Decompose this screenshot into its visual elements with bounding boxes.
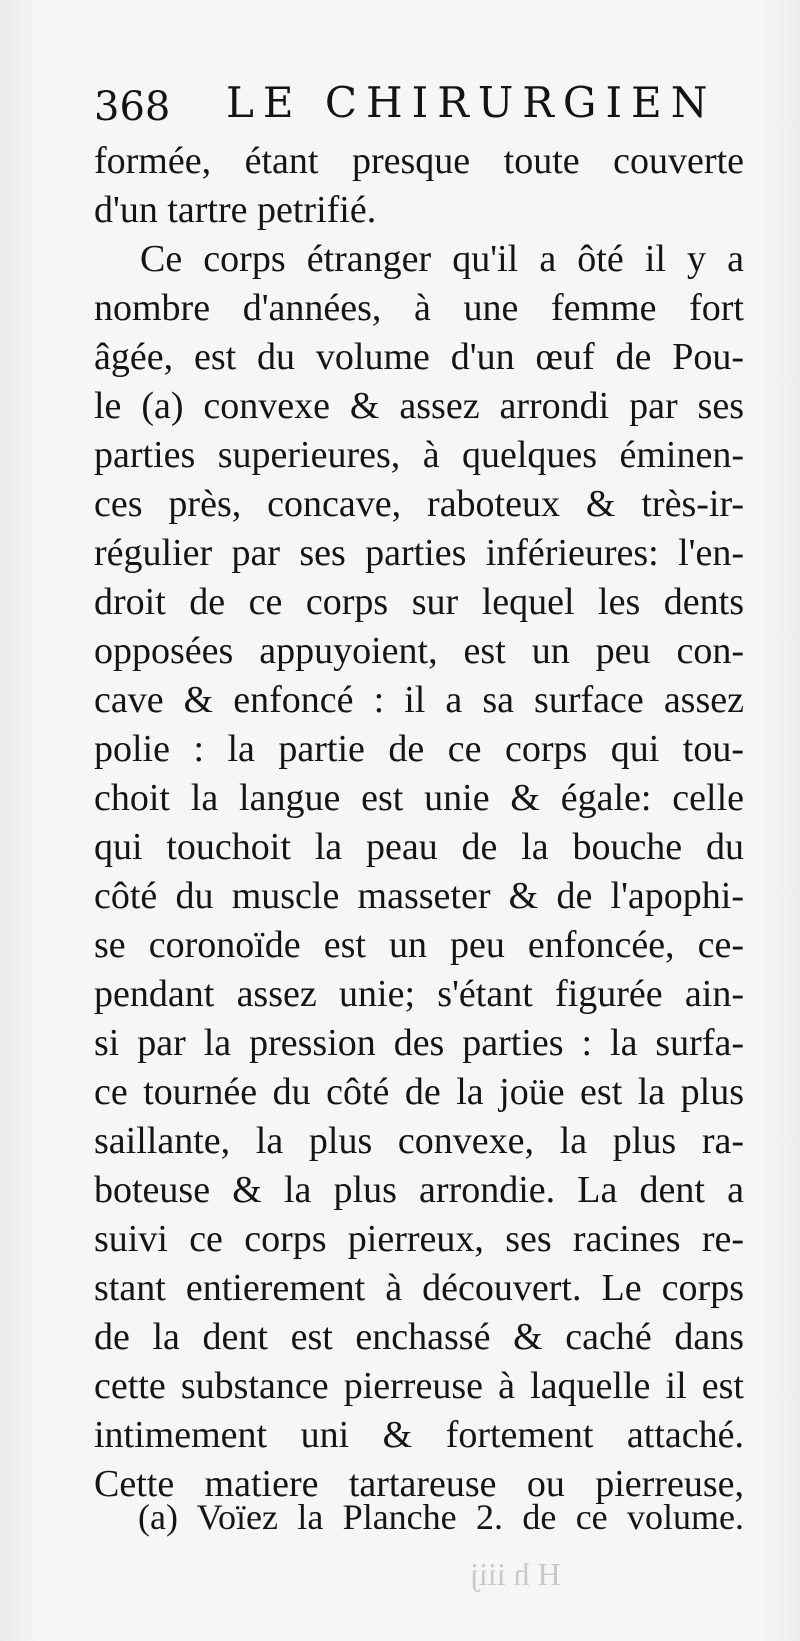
text-line: âgée, est du volume d'un œuf de Pou- bbox=[94, 336, 744, 378]
text-line: parties superieures, à quelques éminen- bbox=[94, 434, 744, 476]
page-number: 368 bbox=[94, 84, 171, 130]
running-head: LE CHIRURGIEN bbox=[226, 78, 717, 127]
text-line: saillante, la plus convexe, la plus ra- bbox=[94, 1120, 744, 1162]
text-line: intimement uni & fortement attaché. bbox=[94, 1414, 744, 1456]
text-line: pendant assez unie; s'étant figurée ain- bbox=[94, 973, 744, 1015]
text-line: se coronoïde est un peu enfoncée, ce- bbox=[94, 924, 744, 966]
text-line: stant entierement à découvert. Le corps bbox=[94, 1267, 744, 1309]
footnote: (a) Voïez la Planche 2. de ce volume. bbox=[138, 1497, 744, 1537]
text-line: d'un tartre petrifié. bbox=[94, 189, 377, 231]
text-line: qui touchoit la peau de la bouche du bbox=[94, 826, 744, 868]
page-header bbox=[94, 78, 744, 138]
text-line: cave & enfoncé : il a sa surface assez bbox=[94, 679, 744, 721]
show-through-signature-mark: H h iiij bbox=[470, 1556, 561, 1592]
text-line: droit de ce corps sur lequel les dents bbox=[94, 581, 744, 623]
text-line: opposées appuyoient, est un peu con- bbox=[94, 630, 744, 672]
text-line: Cette matiere tartareuse ou pierreuse, bbox=[94, 1463, 744, 1505]
text-line: Ce corps étranger qu'il a ôté il y a bbox=[140, 238, 744, 280]
text-line: ce tournée du côté de la joüe est la plus bbox=[94, 1071, 744, 1113]
text-line: formée, étant presque toute couverte bbox=[94, 140, 744, 182]
text-line: ces près, concave, raboteux & très-ir- bbox=[94, 483, 744, 525]
text-line: choit la langue est unie & égale: celle bbox=[94, 777, 744, 819]
text-line: suivi ce corps pierreux, ses racines re- bbox=[94, 1218, 744, 1260]
body-text bbox=[94, 137, 744, 1509]
text-line: côté du muscle masseter & de l'apophi- bbox=[94, 875, 744, 917]
text-line: boteuse & la plus arrondie. La dent a bbox=[94, 1169, 744, 1211]
text-line: polie : la partie de ce corps qui tou- bbox=[94, 728, 744, 770]
text-line: le (a) convexe & assez arrondi par ses bbox=[94, 385, 744, 427]
text-line: régulier par ses parties inférieures: l'en- bbox=[94, 532, 744, 574]
text-line: nombre d'années, à une femme fort bbox=[94, 287, 744, 329]
text-line: de la dent est enchassé & caché dans bbox=[94, 1316, 744, 1358]
text-line: si par la pression des parties : la surfa- bbox=[94, 1022, 744, 1064]
text-line: cette substance pierreuse à laquelle il est bbox=[94, 1365, 744, 1407]
